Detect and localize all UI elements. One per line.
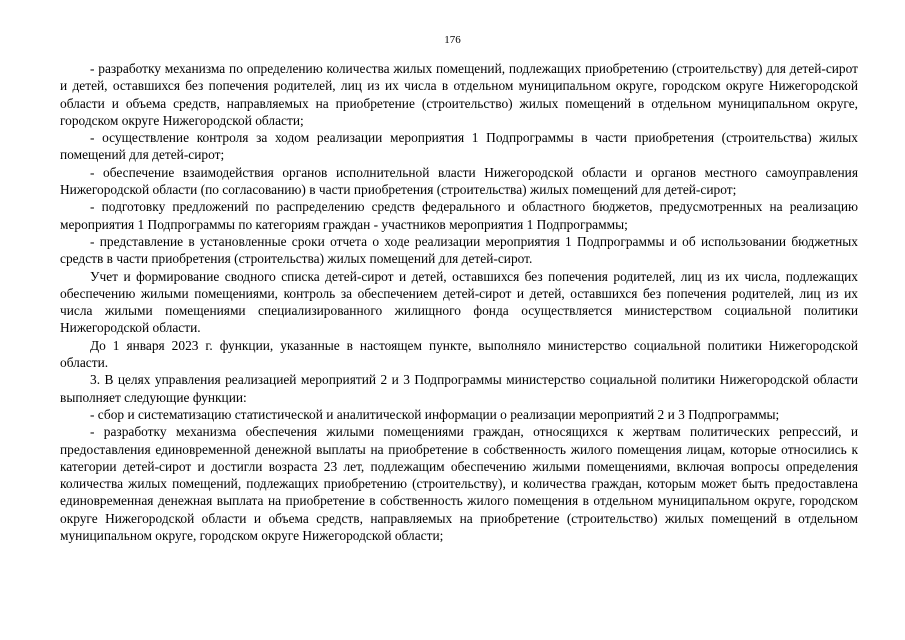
paragraph-budget-distribution-proposals: - подготовку предложений по распределению средств федерального и областного бюджетов, предусмотренных на реализацию мероприятия 1 Подпрограммы по категориям граждан - участников мероприятия 1 Подпрограммы; <box>60 199 858 232</box>
paragraph-before-2023: До 1 января 2023 г. функции, указанные в настоящем пункте, выполняло министерство социальной политики Нижегородской области. <box>60 337 858 371</box>
paragraph-section-3-intro: 3. В целях управления реализацией мероприятий 2 и 3 Подпрограммы министерство социальной политики Нижегородской области выполняет следующие функции: <box>60 372 858 405</box>
document-body <box>60 60 858 544</box>
paragraph-statistics-collection: - сбор и систематизацию статистической и аналитической информации о реализации мероприятий 2 и 3 Подпрограммы; <box>90 406 780 422</box>
paragraph-repression-victims-mechanism: - разработку механизма обеспечения жилыми помещениями граждан, относящихся к жертвам политических репрессий, и предоставления единовременной денежной выплаты на приобретение в собственность жилого помещения лицам, которые относились к категории детей-сирот и достигли возраста 23 лет, подлежащим обеспечению жилыми помещениями, включая вопросы определения количества жилых помещений, подлежащих приобретению (строительству), и количества граждан, которым может быть предоставлена единовременная денежная выплата на приобретение в собственность жилого помещения в отдельном муниципальном округе, городском округе Нижегородской области и объема средств, направляемых на приобретение (строительство) жилых помещений в отдельном муниципальном округе, городском округе Нижегородской области; <box>60 424 858 544</box>
page-number: 176 <box>444 34 461 46</box>
paragraph-interaction-authorities: - обеспечение взаимодействия органов исполнительной власти Нижегородской области и органов местного самоуправления Нижегородской области (по согласованию) в части приобретения (строительства) жилых помещений для детей-сирот; <box>60 164 858 198</box>
paragraph-housing-count-mechanism: - разработку механизма по определению количества жилых помещений, подлежащих приобретению (строительству) для детей-сирот и детей, оставшихся без попечения родителей, лиц из их числа в отдельном муниципальном округе, городском округе Нижегородской области и объема средств, направляемых на приобретение (строительство) жилых помещений в отдельном муниципальном округе, городском округе Нижегородской области; <box>60 61 858 128</box>
paragraph-control-measure-1: - осуществление контроля за ходом реализации мероприятия 1 Подпрограммы в части приобретения (строительства) жилых помещений для детей-сирот; <box>60 130 858 163</box>
paragraph-orphan-registry: Учет и формирование сводного списка детей-сирот и детей, оставшихся без попечения родителей, лиц из их числа, подлежащих обеспечению жилыми помещениями, контроль за обеспечением детей-сирот и детей, оставшихся без попечения родителей, лиц из их числа жилыми помещениями специализированного жилищного фонда осуществляется министерством социальной политики Нижегородской области. <box>60 268 858 336</box>
paragraph-progress-report: - представление в установленные сроки отчета о ходе реализации мероприятия 1 Подпрограммы и об использовании бюджетных средств в части приобретения (строительства) жилых помещений для детей-сирот. <box>60 233 858 267</box>
